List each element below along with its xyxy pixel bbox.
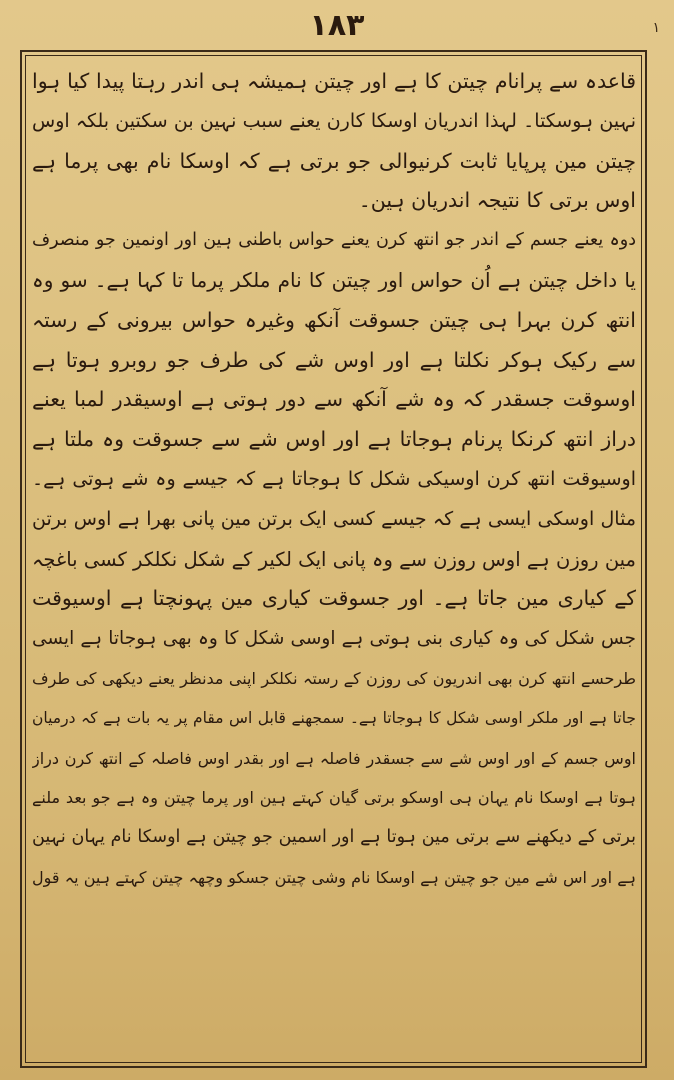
text-line: قاعدہ سے پرانام چیتن کا ہے اور چیتن ہمیشہ ہی اندر رہتا پیدا کیا ہوا: [32, 69, 636, 93]
body-text: [32, 62, 636, 1058]
text-line: انتھ کرن بہرا ہی چیتن جسوقت آنکھ وغیرہ حواس بیرونی کے رستہ: [32, 307, 636, 332]
page-number: ۱۸۳: [309, 8, 365, 43]
text-line: اوس برتی کا نتیجہ اندریان ہین۔: [358, 188, 636, 213]
corner-mark: ۱: [652, 20, 660, 36]
text-line: نہین ہوسکتا۔ لہذا اندریان اوسکا کارن یعنے سبب نہین بن سکتین بلکہ اوس: [32, 109, 636, 132]
text-line: برتی کے دیکھنے سے برتی مین ہوتا ہے اور اسمین جو چیتن ہے اوسکا نام یہان نہین: [32, 827, 636, 848]
text-line: یا داخل چیتن ہے اُن حواس اور چیتن کا نام ملکر پرما تا کہا ہے۔ سو وہ: [32, 267, 636, 292]
text-line: مین روزن ہے اوس روزن سے وہ پانی ایک لکیر کے شکل نکلکر کسی باغچہ: [32, 547, 636, 571]
text-line: ہوتا ہے اوسکا نام یہان ہی اوسکو برتی گیان کہتے ہین اور پرما چیتن وہ ہے جو بعد ملنے: [32, 788, 636, 808]
text-line: اوسوقت جسقدر کہ وہ شے آنکھ سے دور ہوتی ہے اوسیقدر لمبا یعنے: [32, 387, 636, 412]
text-line: اوس جسم کے اور اوس شے سے جسقدر فاصلہ ہے اور بقدر اوس فاصلہ کے انتھ کرن دراز: [32, 748, 636, 768]
text-line: مثال اوسکی ایسی ہے کہ جیسے کسی ایک برتن مین پانی بھرا ہے اوس برتن: [32, 507, 636, 530]
text-line: دوہ یعنے جسم کے اندر جو انتھ کرن یعنے حواس باطنی ہین اور اونمین جو منصرف: [32, 230, 636, 251]
text-line: جس شکل کی وہ کیاری بنی ہوتی ہے اوسی شکل کا وہ بھی ہوجاتا ہے ایسی: [32, 628, 636, 650]
text-line: سے رکیک ہوکر نکلتا ہے اور اوس شے کی طرف جو روبرو ہوتا ہے: [32, 347, 636, 372]
text-line: طرحسے انتھ کرن بھی اندریون کی روزن کے رستہ نکلکر اپنی مدنظر یعنے دیکھی کی طرف: [32, 668, 636, 688]
text-line: دراز انتھ کرنکا پرنام ہوجاتا ہے اور اوس شے سے جسوقت وہ ملتا ہے: [32, 427, 636, 452]
text-line: چیتن مین پرپایا ثابت کرنیوالی جو برتی ہے کہ اوسکا نام بھی پرما ہے: [32, 148, 636, 173]
text-line: اوسیوقت انتھ کرن اوسیکی شکل کا ہوجاتا ہے کہ جیسے وہ شے ہوتی ہے۔: [32, 467, 636, 490]
text-line: ہے اور اس شے مین جو چیتن ہے اوسکا نام وشی چیتن جسکو وچھہ چیتن کہتے ہین یہ قول: [32, 867, 636, 887]
text-line: جاتا ہے اور ملکر اوسی شکل کا ہوجاتا ہے۔ سمجھنے قابل اس مقام پر یہ بات ہے کہ درمیان: [32, 708, 636, 727]
text-line: کے کیاری مین جاتا ہے۔ اور جسوقت کیاری مین پہونچتا ہے اوسیوقت: [32, 586, 636, 611]
